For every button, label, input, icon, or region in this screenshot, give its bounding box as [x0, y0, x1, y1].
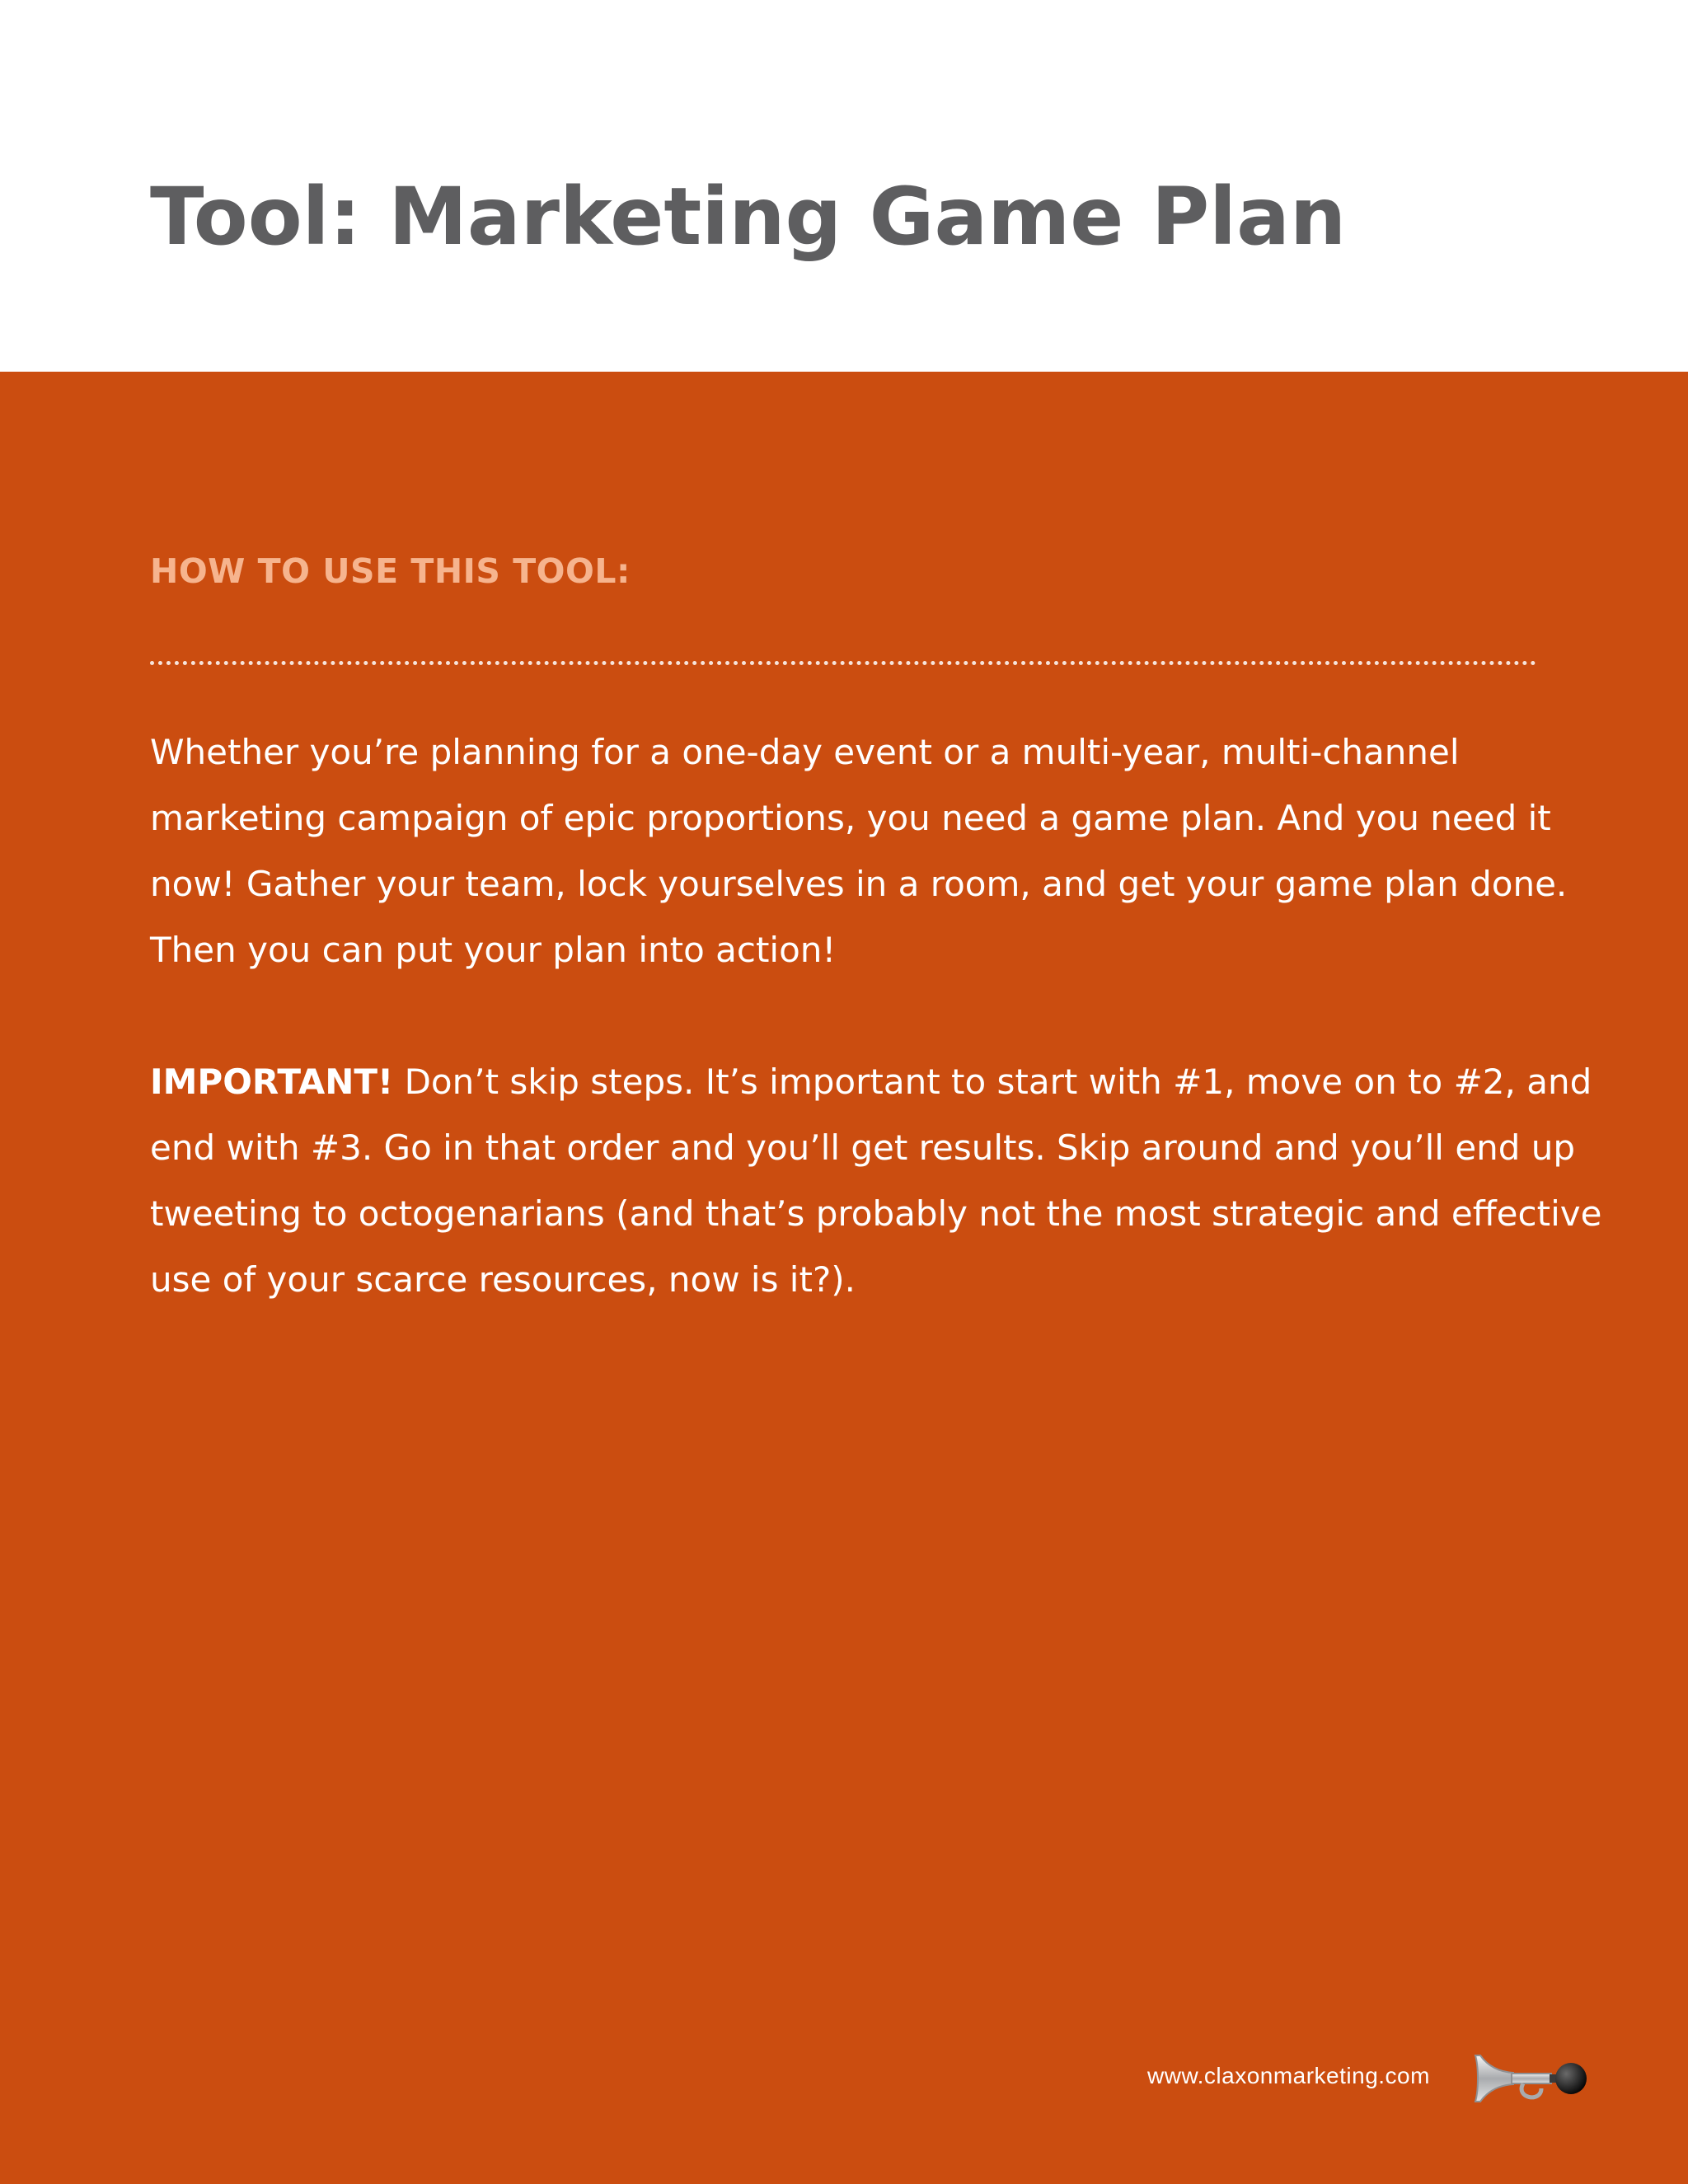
intro-line: Whether you’re planning for a one-day event or a multi-year, multi-channel	[150, 732, 1460, 772]
dotted-divider	[150, 661, 1536, 665]
intro-paragraph	[150, 719, 1568, 983]
intro-line: now! Gather your team, lock yourselves in a room, and get your game plan done.	[150, 864, 1568, 904]
page-header	[0, 0, 1688, 372]
important-line: end with #3. Go in that order and you’ll get results. Skip around and you’ll end up	[150, 1127, 1576, 1168]
important-label: IMPORTANT!	[150, 1062, 394, 1102]
horn-icon	[1472, 2052, 1589, 2107]
page-title: Tool: Marketing Game Plan	[150, 171, 1347, 263]
intro-line: Then you can put your plan into action!	[150, 930, 837, 970]
intro-line: marketing campaign of epic proportions, you need a game plan. And you need it	[150, 798, 1551, 838]
section-heading: HOW TO USE THIS TOOL:	[150, 551, 631, 591]
important-line: tweeting to octogenarians (and that’s probably not the most strategic and effective	[150, 1193, 1602, 1234]
footer-website-link[interactable]: www.claxonmarketing.com	[1147, 2063, 1430, 2088]
important-line: use of your scarce resources, now is it?).	[150, 1259, 856, 1300]
important-paragraph	[150, 1049, 1602, 1313]
important-first-line	[150, 1049, 1592, 1115]
important-text: Don’t skip steps. It’s important to start with #1, move on to #2, and	[404, 1062, 1592, 1102]
